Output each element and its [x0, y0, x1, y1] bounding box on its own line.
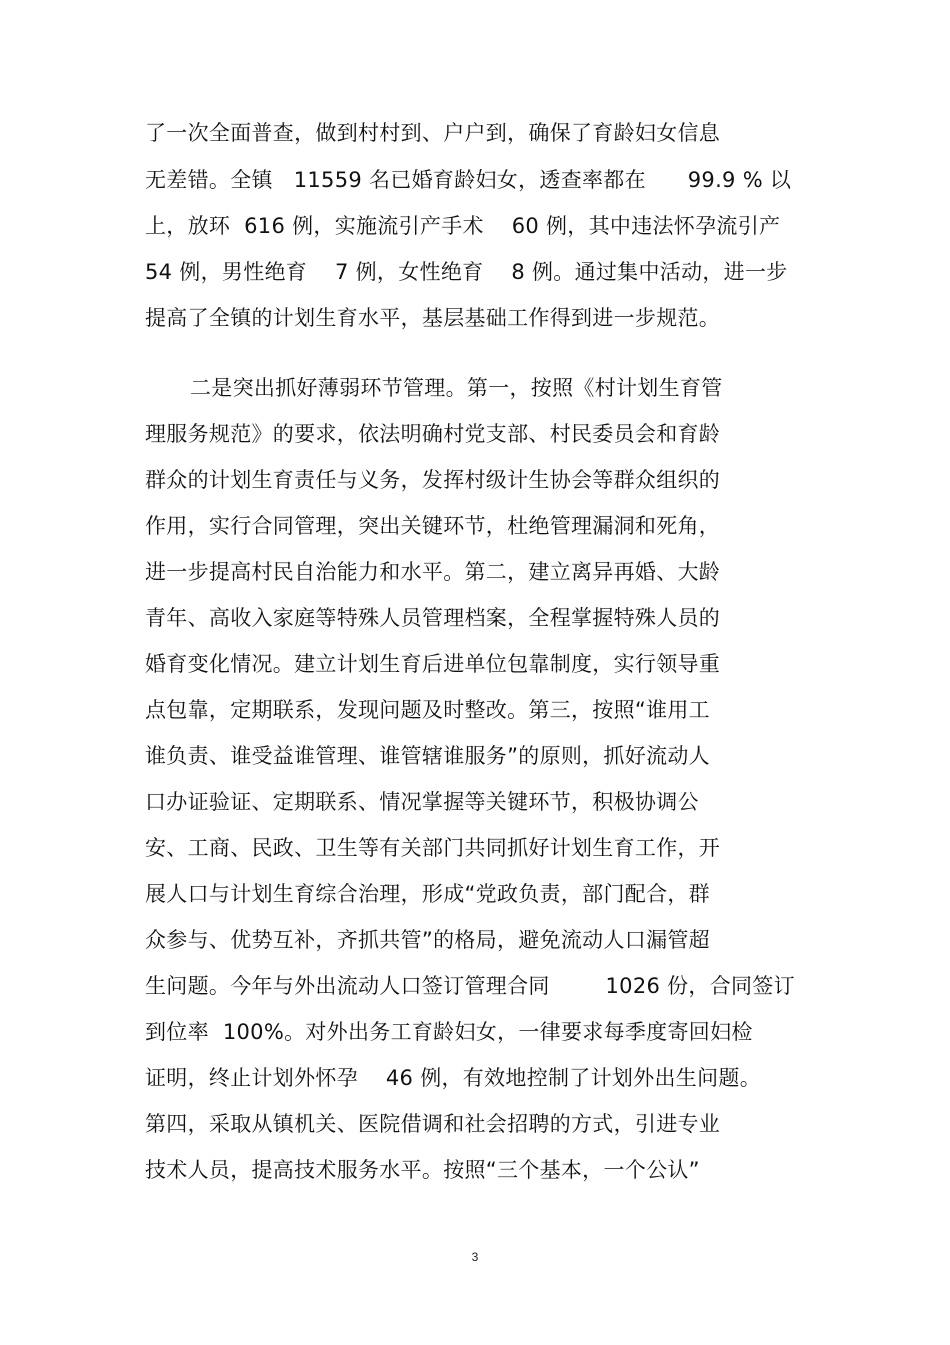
text-line: 54 例，男性绝育 7 例，女性绝育 8 例。通过集中活动，进一步 [145, 260, 788, 284]
text-line: 安、工商、民政、卫生等有关部门共同抓好计划生育工作，开 [145, 836, 721, 860]
text-line: 提高了全镇的计划生育水平，基层基础工作得到进一步规范。 [145, 306, 721, 330]
text-line: 点包靠，定期联系，发现问题及时整改。第三，按照“谁用工 [145, 698, 710, 722]
text-line: 二是突出抓好薄弱环节管理。第一，按照《村计划生育管 [190, 376, 723, 400]
text-line: 口办证验证、定期联系、情况掌握等关键环节，积极协调公 [145, 790, 699, 814]
text-line: 了一次全面普查，做到村村到、户户到，确保了育龄妇女信息 [145, 121, 721, 145]
text-line: 到位率 100%。对外出务工育龄妇女，一律要求每季度寄回妇检 [145, 1020, 753, 1044]
text-line: 技术人员，提高技术服务水平。按照“三个基本，一个公认” [145, 1158, 700, 1182]
text-line: 众参与、优势互补，齐抓共管”的格局，避免流动人口漏管超 [145, 928, 710, 952]
text-line: 进一步提高村民自治能力和水平。第二，建立离异再婚、大龄 [145, 560, 721, 584]
text-line: 生问题。今年与外出流动人口签订管理合同 1026 份，合同签订 [145, 974, 795, 998]
text-line: 无差错。全镇 11559 名已婚育龄妇女，透查率都在 99.9 % 以 [145, 168, 792, 192]
text-line: 婚育变化情况。建立计划生育后进单位包靠制度，实行领导重 [145, 652, 721, 676]
text-line: 证明，终止计划外怀孕 46 例，有效地控制了计划外出生问题。 [145, 1066, 761, 1090]
text-line: 作用，实行合同管理，突出关键环节，杜绝管理漏洞和死角， [145, 514, 721, 538]
text-line: 群众的计划生育责任与义务，发挥村级计生协会等群众组织的 [145, 468, 721, 492]
page-number: 3 [471, 1250, 479, 1264]
text-line: 理服务规范》的要求，依法明确村党支部、村民委员会和育龄 [145, 422, 721, 446]
text-line: 青年、高收入家庭等特殊人员管理档案，全程掌握特殊人员的 [145, 606, 721, 630]
text-line: 上，放环 616 例，实施流引产手术 60 例，其中违法怀孕流引产 [145, 214, 781, 238]
text-line: 谁负责、谁受益谁管理、谁管辖谁服务”的原则，抓好流动人 [145, 744, 710, 768]
text-line: 展人口与计划生育综合治理，形成“党政负责，部门配合，群 [145, 882, 710, 906]
text-line: 第四，采取从镇机关、医院借调和社会招聘的方式，引进专业 [145, 1112, 721, 1136]
